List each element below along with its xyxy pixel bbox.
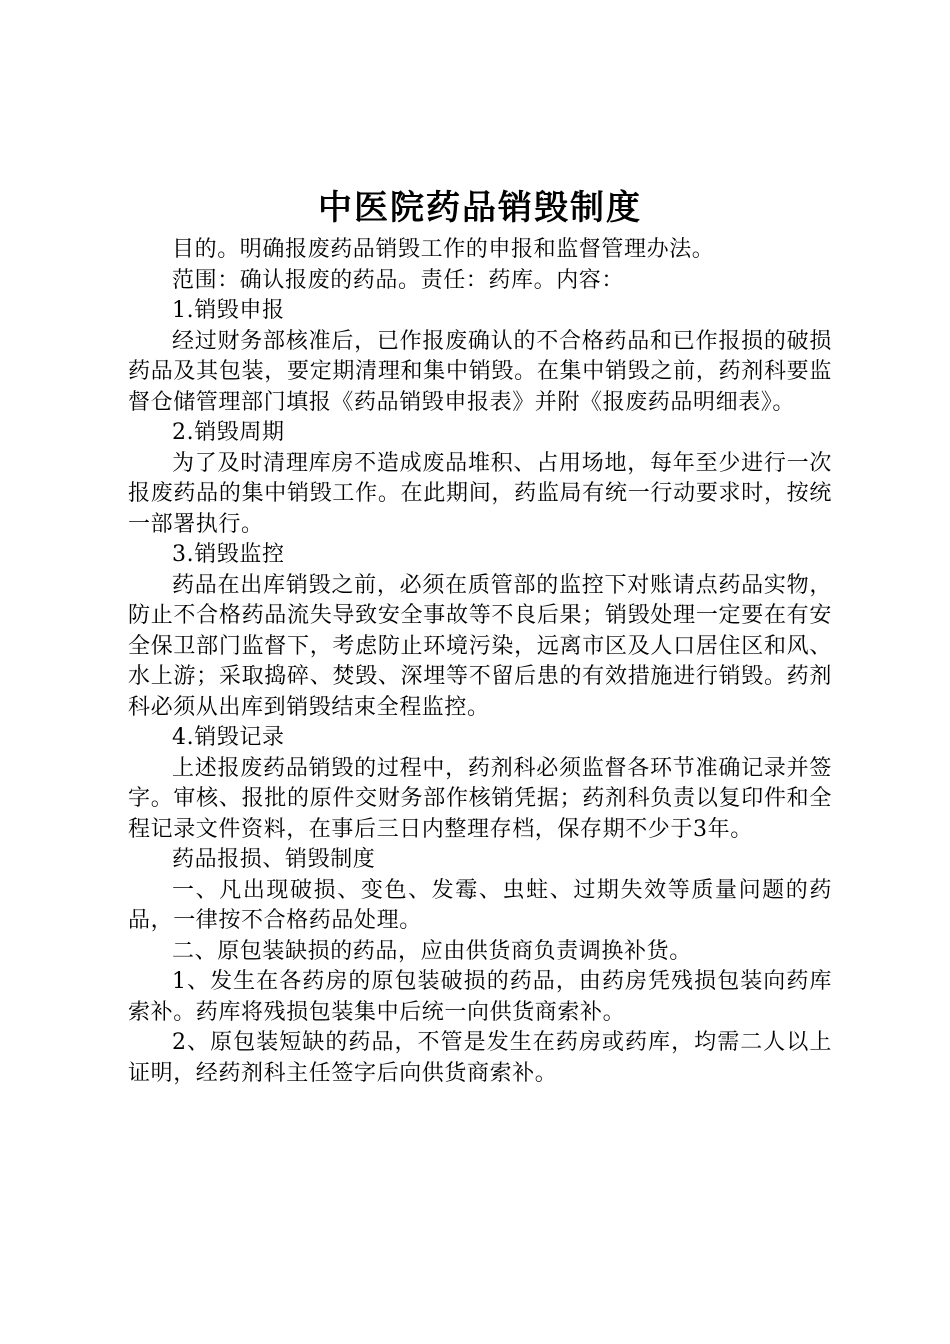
section-heading-3: 3.销毁监控 [172, 542, 285, 567]
section-heading-4: 4.销毁记录 [172, 725, 285, 750]
rule-paragraph-1: 一、凡出现破损、变色、发霉、虫蛀、过期失效等质量问题的药品，一律按不合格药品处理。 [128, 877, 832, 933]
section-body-1: 经过财务部核准后，已作报废确认的不合格药品和已作报损的破损药品及其包装，要定期清理和集中销毁。在集中销毁之前，药剂科要监督仓储管理部门填报《药品销毁申报表》并附《报废药品明细表》。 [128, 328, 832, 415]
section-heading-1: 1.销毁申报 [172, 298, 285, 323]
rule-paragraph-3: 1、发生在各药房的原包装破损的药品，由药房凭残损包装向药库索补。药库将残损包装集中后统一向供货商索补。 [128, 969, 832, 1025]
document-title: 中医院药品销毁制度 [318, 188, 642, 228]
rule-paragraph-4: 2、原包装短缺的药品，不管是发生在药房或药库，均需二人以上证明，经药剂科主任签字后向供货商索补。 [128, 1030, 832, 1086]
rule-paragraph-2: 二、原包装缺损的药品，应由供货商负责调换补货。 [172, 938, 692, 964]
purpose-paragraph: 目的。明确报废药品销毁工作的申报和监督管理办法。 [172, 237, 715, 262]
subtitle-heading: 药品报损、销毁制度 [172, 847, 376, 872]
section-heading-2: 2.销毁周期 [172, 420, 285, 445]
section-body-3: 药品在出库销毁之前，必须在质管部的监控下对账请点药品实物，防止不合格药品流失导致安全事故等不良后果；销毁处理一定要在有安全保卫部门监督下，考虑防止环境污染，远离市区及人口居住区和风、水上游；采取捣碎、焚毁、深埋等不留后患的有效措施进行销毁。药剂科必须从出库到销毁结束全程监控。 [128, 572, 832, 720]
scope-paragraph: 范围：确认报废的药品。责任：药库。内容： [172, 267, 625, 293]
section-body-2: 为了及时清理库房不造成废品堆积、占用场地，每年至少进行一次报废药品的集中销毁工作。在此期间，药监局有统一行动要求时，按统一部署执行。 [128, 450, 832, 537]
section-body-4: 上述报废药品销毁的过程中，药剂科必须监督各环节准确记录并签字。审核、报批的原件交财务部作核销凭据；药剂科负责以复印件和全程记录文件资料，在事后三日内整理存档，保存期不少于3年。 [128, 755, 832, 842]
document-page [128, 183, 832, 1089]
